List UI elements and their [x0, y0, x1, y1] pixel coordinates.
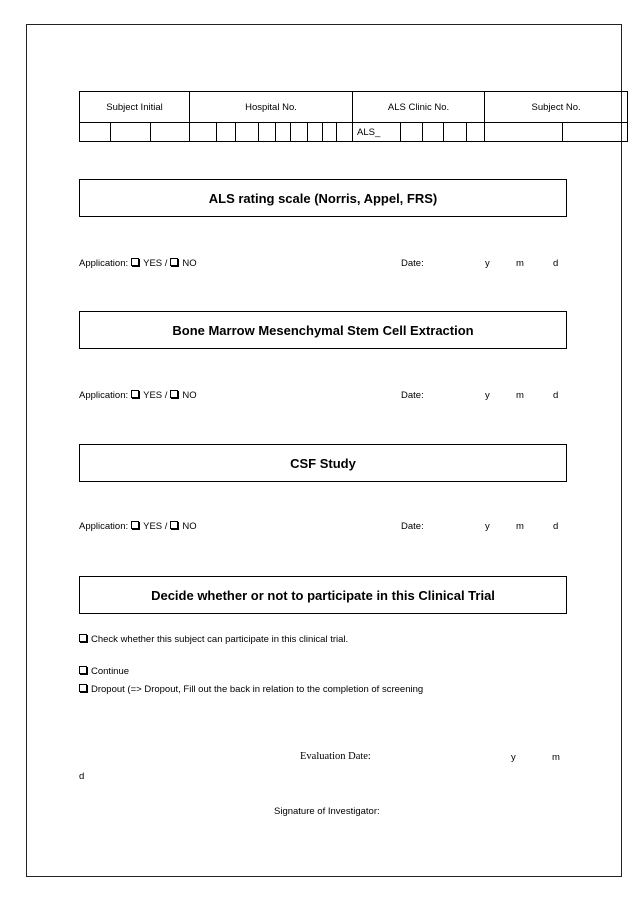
- application-line: [79, 258, 197, 269]
- date-day-label: d: [553, 258, 559, 269]
- continue-text: Continue: [91, 666, 130, 677]
- evaluation-month-label: m: [552, 752, 560, 763]
- dropout-checkbox[interactable]: [79, 684, 87, 692]
- no-checkbox[interactable]: [170, 521, 178, 529]
- subject-no-cell-2[interactable]: [563, 123, 628, 142]
- yes-checkbox[interactable]: [131, 521, 139, 529]
- continue-line: [79, 666, 129, 677]
- no-label: NO: [182, 390, 197, 401]
- application-row-2: [79, 390, 567, 404]
- hospital-no-header: Hospital No.: [190, 92, 353, 123]
- hospital-no-cell-8[interactable]: [323, 123, 337, 142]
- hospital-no-cell-2[interactable]: [217, 123, 236, 142]
- yes-label: YES: [143, 521, 163, 532]
- date-month-label: m: [516, 258, 524, 269]
- check-participation-checkbox[interactable]: [79, 634, 87, 642]
- no-checkbox[interactable]: [170, 390, 178, 398]
- als-clinic-cell-3[interactable]: [423, 123, 444, 142]
- no-label: NO: [182, 258, 197, 269]
- hospital-no-cell-5[interactable]: [276, 123, 291, 142]
- date-label: Date:: [401, 521, 424, 532]
- section-box-als-rating-scale: [79, 179, 567, 217]
- subject-initial-cell-3[interactable]: [151, 123, 190, 142]
- application-line: [79, 521, 197, 532]
- subject-initial-cell-2[interactable]: [111, 123, 151, 142]
- separator-slash: /: [164, 390, 168, 401]
- section-title: Bone Marrow Mesenchymal Stem Cell Extraction: [172, 322, 474, 338]
- date-label: Date:: [401, 390, 424, 401]
- application-label: Application:: [79, 521, 129, 532]
- section-box-bone-marrow: [79, 311, 567, 349]
- evaluation-date-label: Evaluation Date:: [300, 751, 371, 762]
- hospital-no-cell-4[interactable]: [259, 123, 276, 142]
- date-year-label: y: [485, 390, 490, 401]
- hospital-no-cell-1[interactable]: [190, 123, 217, 142]
- evaluation-day-label: d: [79, 771, 85, 782]
- hospital-no-cell-7[interactable]: [308, 123, 323, 142]
- application-label: Application:: [79, 258, 129, 269]
- subject-initial-cell-1[interactable]: [80, 123, 111, 142]
- date-year-label: y: [485, 521, 490, 532]
- section-box-participation-decision: [79, 576, 567, 614]
- application-line: [79, 390, 197, 401]
- subject-initial-header: Subject Initial: [80, 92, 190, 123]
- no-label: NO: [182, 521, 197, 532]
- yes-label: YES: [143, 258, 163, 269]
- separator-slash: /: [164, 258, 168, 269]
- subject-no-cell-1[interactable]: [485, 123, 563, 142]
- hospital-no-cell-6[interactable]: [291, 123, 308, 142]
- application-label: Application:: [79, 390, 129, 401]
- hospital-no-cell-9[interactable]: [337, 123, 353, 142]
- section-title: Decide whether or not to participate in this Clinical Trial: [151, 587, 495, 603]
- subject-no-header: Subject No.: [485, 92, 628, 123]
- als-clinic-cell-2[interactable]: [401, 123, 423, 142]
- hospital-no-cell-3[interactable]: [236, 123, 259, 142]
- yes-checkbox[interactable]: [131, 258, 139, 266]
- application-row-1: [79, 258, 567, 272]
- subject-info-table: [79, 91, 628, 142]
- section-box-csf-study: [79, 444, 567, 482]
- section-title: CSF Study: [290, 455, 356, 471]
- no-checkbox[interactable]: [170, 258, 178, 266]
- date-year-label: y: [485, 258, 490, 269]
- als-clinic-cell-5[interactable]: [467, 123, 485, 142]
- date-month-label: m: [516, 390, 524, 401]
- evaluation-year-label: y: [511, 752, 516, 763]
- date-label: Date:: [401, 258, 424, 269]
- date-month-label: m: [516, 521, 524, 532]
- als-clinic-prefix-cell[interactable]: ALS_: [353, 123, 401, 142]
- als-clinic-cell-4[interactable]: [444, 123, 467, 142]
- application-row-3: [79, 521, 567, 535]
- section-title: ALS rating scale (Norris, Appel, FRS): [208, 190, 438, 206]
- separator-slash: /: [164, 521, 168, 532]
- signature-label: Signature of Investigator:: [274, 806, 380, 817]
- als-clinic-no-header: ALS Clinic No.: [353, 92, 485, 123]
- check-participation-line: [79, 634, 348, 645]
- date-day-label: d: [553, 390, 559, 401]
- check-participation-text: Check whether this subject can participate in this clinical trial.: [91, 634, 349, 645]
- yes-label: YES: [143, 390, 163, 401]
- yes-checkbox[interactable]: [131, 390, 139, 398]
- dropout-line: [79, 684, 423, 695]
- continue-checkbox[interactable]: [79, 666, 87, 674]
- dropout-text: Dropout (=> Dropout, Fill out the back in relation to the completion of screening: [91, 684, 424, 695]
- date-day-label: d: [553, 521, 559, 532]
